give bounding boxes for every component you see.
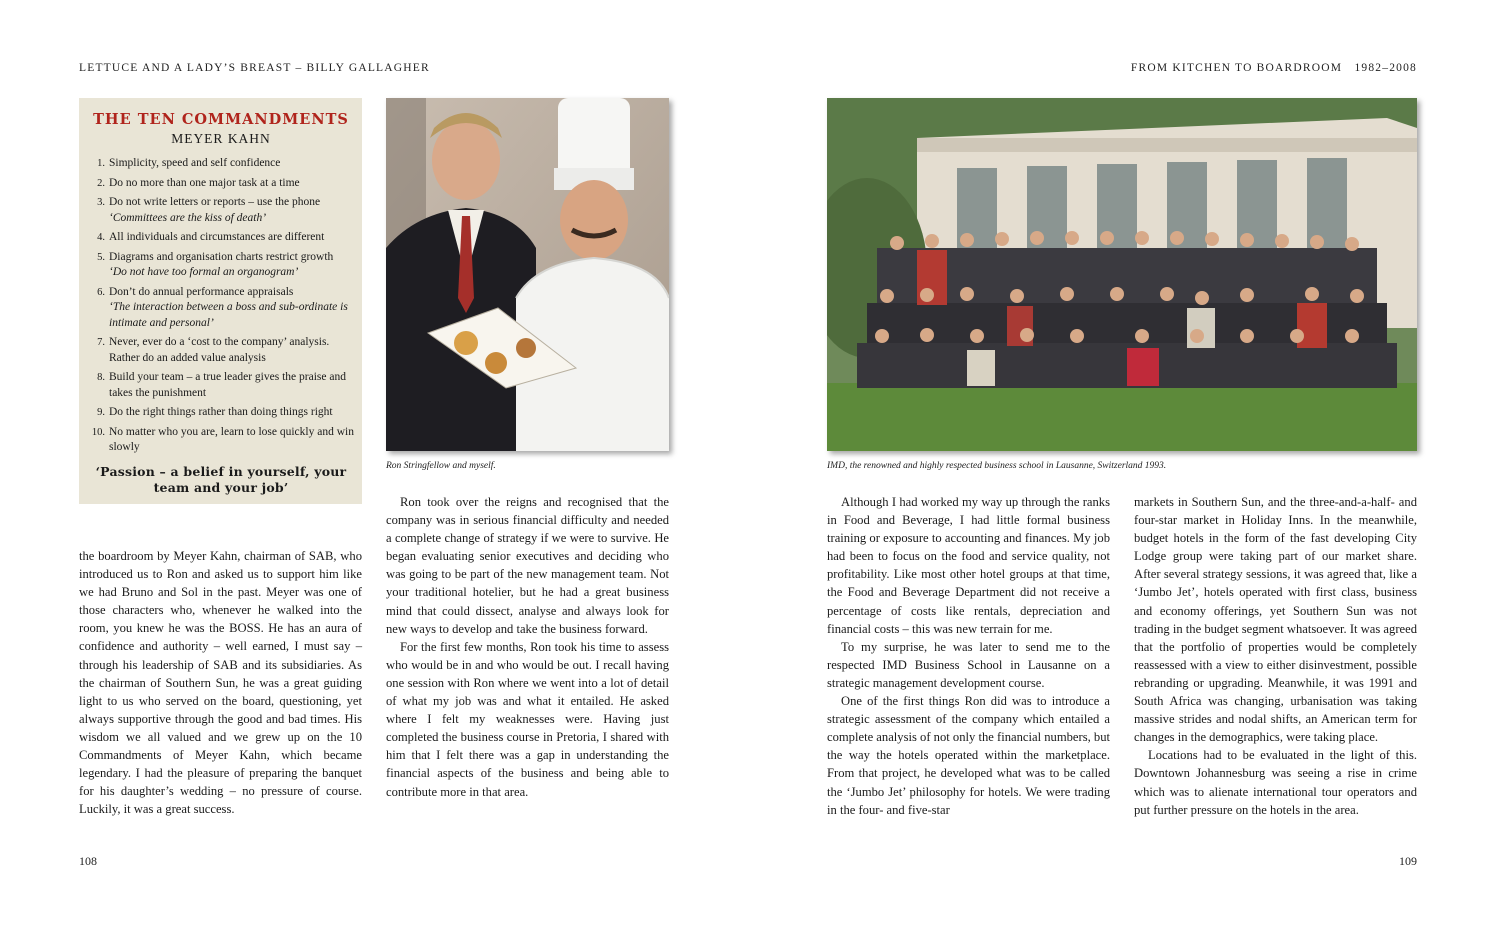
list-item: 7. Never, ever do a ‘cost to the company’ analysis. Rather do an added value analysis [97,336,330,364]
running-head: FROM KITCHEN TO BOARDROOM 1982–2008 [1130,62,1417,74]
photo-caption: Ron Stringfellow and myself. [386,461,496,471]
sidebar-quote: ‘Passion – a belief in yourself, your team and your job’ [95,463,347,495]
photo-ron-and-chef [386,98,669,451]
paragraph: Locations had to be evaluated in the light of this. Downtown Johannesburg was seeing a rise in crime which was to alienate international tour operators and put further pressure on the hotels in the area. [1134,748,1417,817]
sidebar-subtitle: MEYER KAHN [171,130,271,146]
running-head: LETTUCE AND A LADY’S BREAST – BILLY GALLAGHER [79,62,430,74]
list-item: 2. Do no more than one major task at a time [97,176,300,189]
text-column-2 [386,493,669,801]
list-item: 1. Simplicity, speed and self confidence [97,157,281,169]
list-item: 4. All individuals and circumstances are different [97,231,325,243]
paragraph: To my surprise, he was later to send me to the respected IMD Business School in Lausanne on a strategic management development course. [827,639,1110,690]
list-item: 9. Do the right things rather than doing things right [97,406,333,418]
text-column-1 [79,547,362,818]
list-item: 10. No matter who you are, learn to lose quickly and win slowly [91,425,354,453]
paragraph: For the first few months, Ron took his time to assess who would be in and who would be out. I recall having one session with Ron where we went into a lot of detail of what my job was and what it entailed. He asked where I felt my weaknesses were. Having just completed the business course in Pretoria, I shared with him that I felt there was a gap in understanding the financial aspects of the business and being able to contribute more in that area. [386,639,669,799]
ten-commandments-sidebar [79,98,362,504]
paragraph: One of the first things Ron did was to introduce a strategic assessment of the company which entailed a complete analysis of not only the financial numbers, but the way the hotels operated within the marketplace. From that project, he developed what was to be called the ‘Jumbo Jet’ philosophy for hotels. We were trading in the four- and five-star [827,694,1110,817]
paragraph: Ron took over the reigns and recognised that the company was in serious financial difficulty and needed a complete change of strategy if we were to survive. He began evaluating senior executives and deciding who was going to be part of the new management team. Not your traditional hotelier, but he had a great business mind that could dissect, analyse and always look for new ways to develop and take the business forward. [386,495,669,636]
list-item: 5. Diagrams and organisation charts restrict growth ‘Do not have too formal an organogram’ [97,250,334,278]
list-item: 6. Don’t do annual performance appraisals ‘The interaction between a boss and sub-ordinate is intimate and personal’ [97,285,348,329]
page-number: 109 [1399,854,1417,868]
paragraph: Although I had worked my way up through the ranks in Food and Beverage, I had little formal business training or exposure to accounting and finances. My job had been to focus on the food and service quality, not profitability. Like most other hotel groups at that time, the Food and Beverage Department did not receive a percentage of costs like rentals, depreciation and financial costs – this was new terrain for me. [827,495,1110,636]
list-item: 3. Do not write letters or reports – use the phone ‘Committees are the kiss of death’ [97,196,321,224]
sidebar-title: THE TEN COMMANDMENTS [93,111,349,128]
text-column-1 [827,493,1110,819]
right-page [748,0,1496,925]
photo-caption: IMD, the renowned and highly respected business school in Lausanne, Switzerland 1993. [827,461,1167,471]
commandments-list [88,156,354,456]
paragraph: markets in Southern Sun, and the three-and-a-half- and four-star market in Holiday Inns. In the meanwhile, budget hotels in the form of the fast developing City Lodge group were taking part of our market share. After several strategy sessions, it was agreed that, like a ‘Jumbo Jet’, hotels operated with first class, business and economy offerings, yet Southern Sun was not trading in the budget segment whatsoever. It was agreed that the portfolio of properties would be completely reassessed with a view to either disinvestment, possible rebranding or upgrading. Meanwhile, it was 1991 and South Africa was changing, urbanisation was taking massive strides and nodal shifts, an American term for changes in the demographics, were taking place. [1134,495,1417,745]
photo-imd-group [827,98,1417,451]
text-column-2 [1134,493,1417,819]
paragraph: the boardroom by Meyer Kahn, chairman of SAB, who introduced us to Ron and asked us to support him like we had Bruno and Sol in the past. Meyer was one of those characters who, whenever he walked into the room, you knew he was the BOSS. He has an aura of confidence and authority – well earned, I must say – through his leadership of SAB and its subsidiaries. As the chairman of Southern Sun, he was a great guiding light to us who served on the board, questioning, yet always supportive through the good and bad times. His wisdom we all valued and we grew up on the 10 Commandments of Meyer Kahn, which became legendary. I had the pleasure of preparing the banquet for his daughter’s wedding – no pressure of course. Luckily, it was a great success. [79,549,362,817]
page-number: 108 [79,854,97,868]
list-item: 8. Build your team – a true leader gives the praise and takes the punishment [97,371,346,399]
